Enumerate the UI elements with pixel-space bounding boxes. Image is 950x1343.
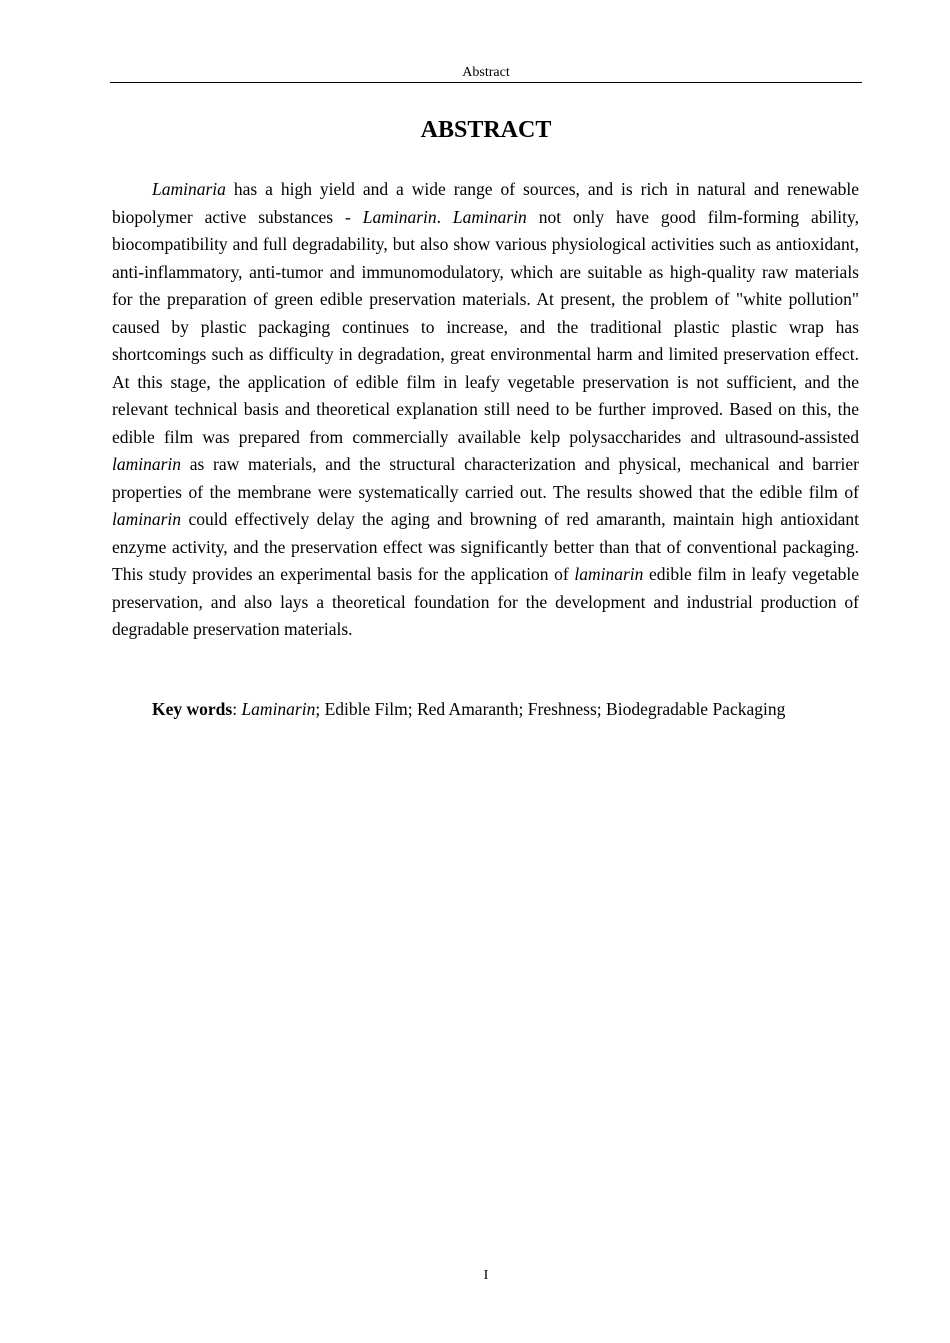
- abstract-segment: .: [436, 206, 453, 227]
- keywords-label: Key words: [152, 699, 233, 719]
- abstract-segment: as raw materials, and the structural characterization and physical, mechanical and barrier properties of the membrane were systematically carried out. The results showed that the edible film of: [112, 454, 859, 502]
- abstract-segment: laminarin: [112, 454, 182, 474]
- running-header: Abstract: [462, 65, 510, 80]
- abstract-segment: not only have good film-forming ability, biocompatibility and full degradability, but also show various physiological activities such as antioxidant, anti-inflammatory, anti-tumor and immunomodulatory, which are suitable as high-quality raw materials for the preparation of green edible preservation materials. At present, the problem of "white pollution" caused by plastic packaging continues to increase, and the traditional plastic plastic wrap has shortcomings such as difficulty in degradation, great environmental harm and limited preservation effect. At this stage, the application of edible film in leafy vegetable preservation is not sufficient, and the relevant technical basis and theoretical explanation still need to be further improved. Based on this, the edible film was prepared from commercially available kelp polysaccharides and ultrasound-assisted: [112, 206, 860, 447]
- abstract-segment: could effectively delay the aging and browning of red amaranth, maintain high antioxidant enzyme activity, and the preservation effect was significantly better than that of conventional packaging. This study provides an experimental basis for the application of: [112, 509, 859, 584]
- abstract-segment: laminarin: [112, 509, 182, 529]
- abstract-segment: Laminaria: [152, 179, 226, 199]
- abstract-segment: edible film in leafy vegetable preservation, and also lays a theoretical foundation for the development and industrial production of degradable preservation materials.: [112, 564, 859, 639]
- keywords-line: [112, 696, 859, 724]
- abstract-segment: laminarin: [574, 564, 644, 584]
- abstract-segment: Laminarin: [362, 206, 437, 227]
- abstract-segment: Laminarin: [452, 206, 527, 227]
- abstract-paragraph: [112, 176, 859, 644]
- page-number: I: [483, 1268, 489, 1283]
- page-title: ABSTRACT: [420, 117, 552, 143]
- header-rule: [110, 82, 862, 83]
- abstract-segment: has a high yield and a wide range of sources, and is rich in natural and renewable biopolymer active substances -: [112, 179, 859, 227]
- keywords-separator: :: [232, 699, 242, 719]
- keyword-laminarin: Laminarin: [241, 699, 316, 719]
- keywords-list: ; Edible Film; Red Amaranth; Freshness; Biodegradable Packaging: [315, 699, 786, 719]
